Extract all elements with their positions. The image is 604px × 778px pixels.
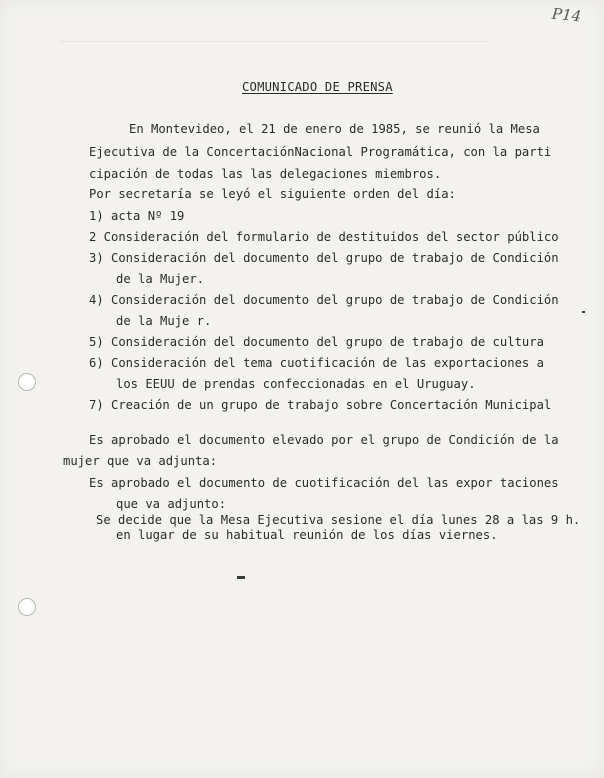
agenda-item-1: 1) acta Nº 19 xyxy=(89,209,185,223)
agenda-item-4: 4) Consideración del documento del grupo de trabajo de Condición xyxy=(89,293,559,307)
agenda-item-6-continued: los EEUU de prendas confeccionadas en el Uruguay. xyxy=(116,377,476,391)
resolution-2-continued: que va adjunto: xyxy=(116,497,227,511)
scan-line xyxy=(60,41,490,42)
agenda-item-3-continued: de la Mujer. xyxy=(116,272,205,286)
resolution-1-continued: mujer que va adjunta: xyxy=(63,454,218,468)
document-title: COMUNICADO DE PRENSA xyxy=(242,80,393,94)
page-number-mark: P14 xyxy=(551,4,583,26)
ink-dot-mark xyxy=(582,311,585,313)
agenda-item-2: 2 Consideración del formulario de destituidos del sector público xyxy=(89,230,559,244)
agenda-item-7: 7) Creación de un grupo de trabajo sobre Concertación Municipal xyxy=(89,398,552,412)
punch-hole-lower xyxy=(18,598,36,616)
agenda-intro: Por secretaría se leyó el siguiente orden del día: xyxy=(89,187,456,201)
agenda-item-6: 6) Consideración del tema cuotificación de las exportaciones a xyxy=(89,356,544,370)
agenda-item-5: 5) Consideración del documento del grupo de trabajo de cultura xyxy=(89,335,544,349)
intro-line-2: Ejecutiva de la ConcertaciónNacional Programática, con la parti xyxy=(89,145,552,159)
intro-line-1: En Montevideo, el 21 de enero de 1985, se reunió la Mesa xyxy=(129,122,540,136)
punch-hole-upper xyxy=(18,373,36,391)
resolution-1: Es aprobado el documento elevado por el grupo de Condición de la xyxy=(89,433,559,447)
resolution-3-continued: en lugar de su habitual reunión de los días viernes. xyxy=(116,528,498,542)
intro-line-3: cipación de todas las las delegaciones miembros. xyxy=(89,167,442,181)
resolution-3: Se decide que la Mesa Ejecutiva sesione el día lunes 28 a las 9 h. xyxy=(96,513,581,527)
agenda-item-4-continued: de la Muje r. xyxy=(116,314,212,328)
resolution-2: Es aprobado el documento de cuotificación del las expor taciones xyxy=(89,476,559,490)
agenda-item-3: 3) Consideración del documento del grupo de trabajo de Condición xyxy=(89,251,559,265)
ink-dash-mark xyxy=(237,576,245,579)
